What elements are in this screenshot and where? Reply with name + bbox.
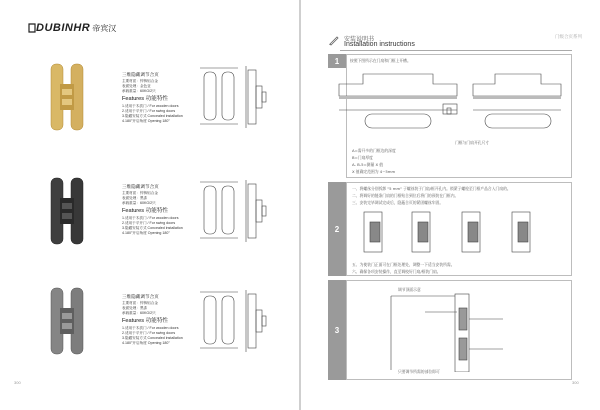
hinge-drawing-3 — [200, 288, 276, 354]
step-2-badge: 2 — [328, 182, 346, 276]
brand-logo — [28, 22, 116, 34]
product-spec-2 — [122, 184, 192, 236]
feature-line: 1.适用于木质门 / For wooden doors — [122, 104, 179, 108]
step-3-label-bottom: 只要调节所需的部位即可 — [398, 369, 440, 374]
feature-line: 2.适用于平开门 / For swing doors — [122, 331, 176, 335]
step-2-note: 五、为使装门正面可在门框处理处，调整一下适当安装所需。 — [352, 262, 455, 267]
hinge-photo-gold — [48, 62, 86, 132]
spec-line: 承载重量：60KG/2只 — [122, 311, 156, 315]
step-2-note: 二、将调好的链条门扇的门框贴合到位后将门的预装在门框内。 — [352, 193, 459, 198]
step-1-caption: 门框与门扇开孔尺寸 — [455, 140, 490, 145]
step-1-intro: 按照下图所示在门扇和门框上开槽。 — [350, 58, 411, 63]
hinge-drawing-2 — [200, 178, 276, 244]
product-title: 三维隐藏调节合页 — [122, 294, 159, 299]
features-title: Features 功能特性 — [122, 96, 169, 102]
product-title: 三维隐藏调节合页 — [122, 72, 159, 77]
step-2-note: 六、确保各项安装操作，直至调校好门扇/框装门扇。 — [352, 269, 441, 274]
spec-line: 表面处理：黑漆 — [122, 306, 148, 310]
feature-line: 4.180°开启角度 Opening 180° — [122, 231, 170, 235]
spec-line: 主要材质：锌铸铝合金 — [122, 191, 158, 195]
feature-line: 1.适用于木质门 / For wooden doors — [122, 326, 179, 330]
spec-line: 承载重量：60KG/2只 — [122, 89, 156, 93]
step-3-diagram — [385, 292, 515, 372]
feature-line: 3.隐藏安装方式 Concealed installation — [122, 336, 183, 340]
product-title: 三维隐藏调节合页 — [122, 184, 159, 189]
hinge-photo-black — [48, 176, 86, 246]
product-spec-3 — [122, 294, 192, 346]
step-1-diagram — [335, 70, 567, 138]
step-1-note: X 值确定范围为 4~5mm — [352, 169, 396, 174]
series-label: 门级合页系列 — [555, 34, 582, 39]
product-spec-1 — [122, 72, 192, 124]
brand-cn: 帝宾汉 — [92, 23, 117, 33]
page-number-right: 300 — [572, 380, 579, 385]
step-3-label-top: 调节顶面示意 — [398, 287, 421, 292]
spec-line: 承载重量：60KG/2只 — [122, 201, 156, 205]
header-title-en: Installation instructions — [344, 41, 415, 48]
brand-name: DUBINHR — [36, 22, 91, 34]
brand-mark-icon — [28, 23, 36, 33]
spec-line: 表面处理：黑漆 — [122, 196, 148, 200]
step-2-note: 一、将螺丝分别拆卸 "5 mm" 子螺丝装于门扇/框开孔内。锁紧子螺栓至门框产品合入门扇的。 — [352, 186, 511, 191]
spec-line: 主要材质：锌铸铝合金 — [122, 79, 158, 83]
features-title: Features 功能特性 — [122, 318, 169, 324]
header-title-cn: 安装说明书 — [344, 36, 375, 43]
feature-line: 2.适用于平开门 / For swing doors — [122, 221, 176, 225]
step-1-note: A=需开多的门框边的深度 — [352, 148, 396, 153]
feature-line: 4.180°开启角度 Opening 180° — [122, 341, 170, 345]
feature-line: 3.隐藏安装方式 Concealed installation — [122, 226, 183, 230]
step-1-badge: 1 — [328, 54, 346, 68]
step-2-diagrams — [350, 208, 566, 256]
pencil-icon — [328, 34, 340, 46]
header-rule — [340, 50, 572, 51]
step-1-note: B=门扇厚度 — [352, 155, 373, 160]
step-1-note: A- B-5=测量 X 值 — [352, 162, 384, 167]
spec-line: 表面处理：金色亚 — [122, 84, 151, 88]
step-2-note: 三、安装完毕调试完成后，隐蔽合页的紧固螺丝牢固。 — [352, 200, 444, 205]
feature-line: 3.隐藏安装方式 Concealed installation — [122, 114, 183, 118]
features-title: Features 功能特性 — [122, 208, 169, 214]
spec-line: 主要材质：锌铸铝合金 — [122, 301, 158, 305]
feature-line: 2.适用于平开门 / For swing doors — [122, 109, 176, 113]
feature-line: 4.180°开启角度 Opening 180° — [122, 119, 170, 123]
step-3-badge: 3 — [328, 280, 346, 380]
feature-line: 1.适用于木质门 / For wooden doors — [122, 216, 179, 220]
hinge-photo-grey — [48, 286, 86, 356]
hinge-drawing-1 — [200, 64, 276, 130]
page-number-left: 300 — [14, 380, 21, 385]
